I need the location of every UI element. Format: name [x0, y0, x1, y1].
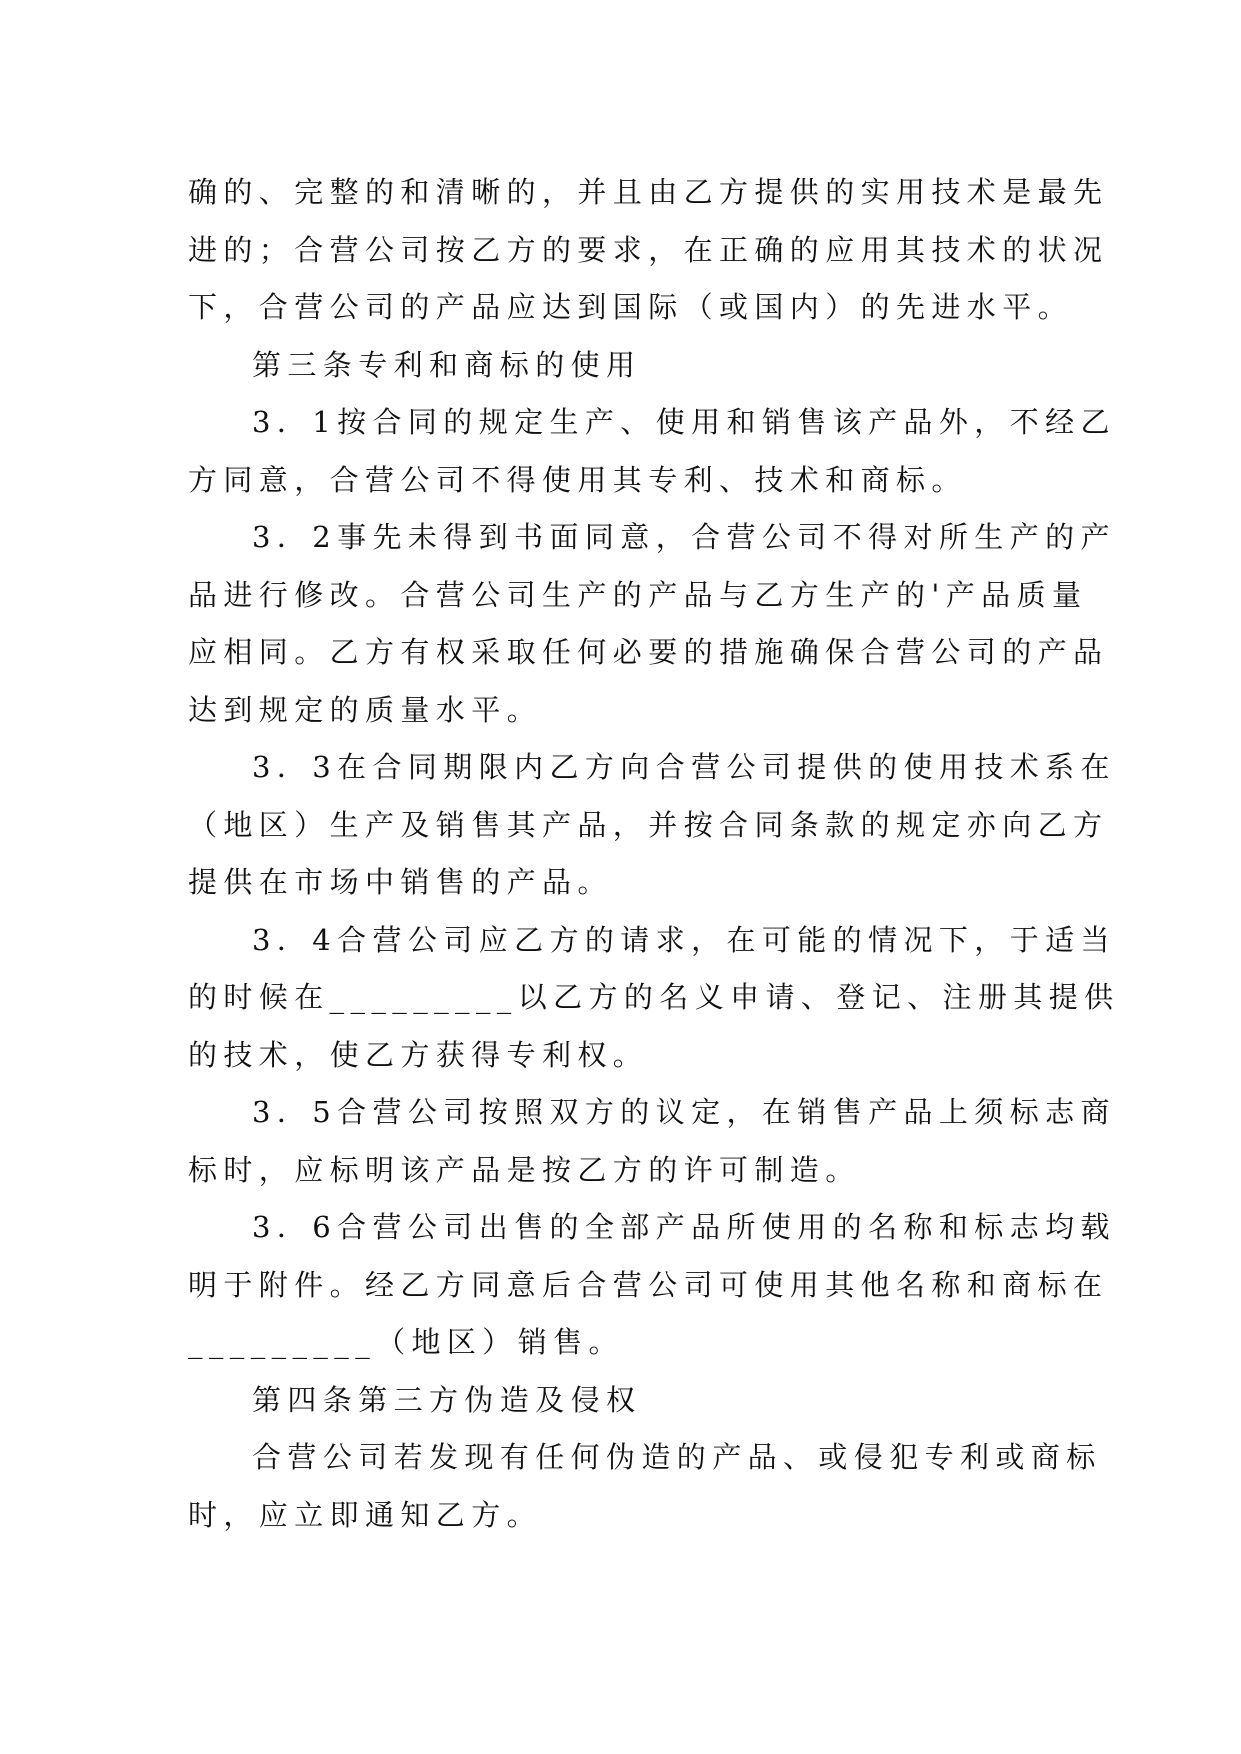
text-line: 标时，应标明该产品是按乙方的许可制造。: [188, 1152, 861, 1187]
paragraph-continued-tech-quality: [188, 164, 1109, 337]
text-line: 提供在市场中销售的产品。: [188, 865, 613, 899]
text-line: 3．2事先未得到书面同意，合营公司不得对所生产的产: [252, 520, 1116, 554]
clause-3-2: [188, 509, 1116, 739]
text-line: 确的、完整的和清晰的，并且由乙方提供的实用技术是最先: [188, 175, 1109, 209]
clause-3-1: [188, 394, 1116, 509]
text-line: 明于附件。经乙方同意后合营公司可使用其他名称和商标在: [188, 1267, 1109, 1302]
text-line: 合营公司若发现有任何伪造的产品、或侵犯专利或商标: [252, 1440, 1102, 1474]
text-line: 进的；合营公司按乙方的要求，在正确的应用其技术的状况: [188, 232, 1109, 267]
clause-3-6: [188, 1199, 1116, 1372]
text-line: 的技术，使乙方获得专利权。: [188, 1037, 649, 1072]
text-line: （地区）生产及销售其产品，并按合同条款的规定亦向乙方: [188, 807, 1109, 842]
text-line: 3．6合营公司出售的全部产品所使用的名称和标志均载: [252, 1210, 1116, 1244]
text-line: 3．4合营公司应乙方的请求，在可能的情况下，于适当: [252, 922, 1116, 957]
text-line: 下，合营公司的产品应达到国际（或国内）的先进水平。: [188, 290, 1074, 324]
text-line: 应相同。乙方有权采取任何必要的措施确保合营公司的产品: [188, 635, 1109, 669]
section-heading-article-4: [188, 1372, 1068, 1430]
text-line: 达到规定的质量水平。: [188, 692, 543, 727]
document-body: [188, 164, 1120, 1544]
text-line: 3．5合营公司按照双方的议定，在销售产品上须标志商: [252, 1095, 1116, 1129]
clause-3-3: [188, 739, 1116, 912]
text-line: 3．1按合同的规定生产、使用和销售该产品外，不经乙: [252, 405, 1116, 439]
text-line: 的时候在_________以乙方的名义申请、登记、注册其提供: [188, 980, 1120, 1014]
heading-line: 第四条第三方伪造及侵权: [252, 1382, 642, 1417]
article-4-body: [188, 1429, 1102, 1544]
heading-line: 第三条专利和商标的使用: [252, 347, 642, 382]
clause-3-4: [188, 912, 1120, 1085]
text-line: 品进行修改。合营公司生产的产品与乙方生产的'产品质量: [188, 577, 1088, 612]
text-line: _________（地区）销售。: [188, 1325, 624, 1359]
text-line: 方同意，合营公司不得使用其专利、技术和商标。: [188, 462, 967, 497]
section-heading-article-3: [188, 337, 1068, 395]
text-line: 时，应立即通知乙方。: [188, 1497, 543, 1532]
text-line: 3．3在合同期限内乙方向合营公司提供的使用技术系在: [252, 750, 1116, 784]
clause-3-5: [188, 1084, 1116, 1199]
